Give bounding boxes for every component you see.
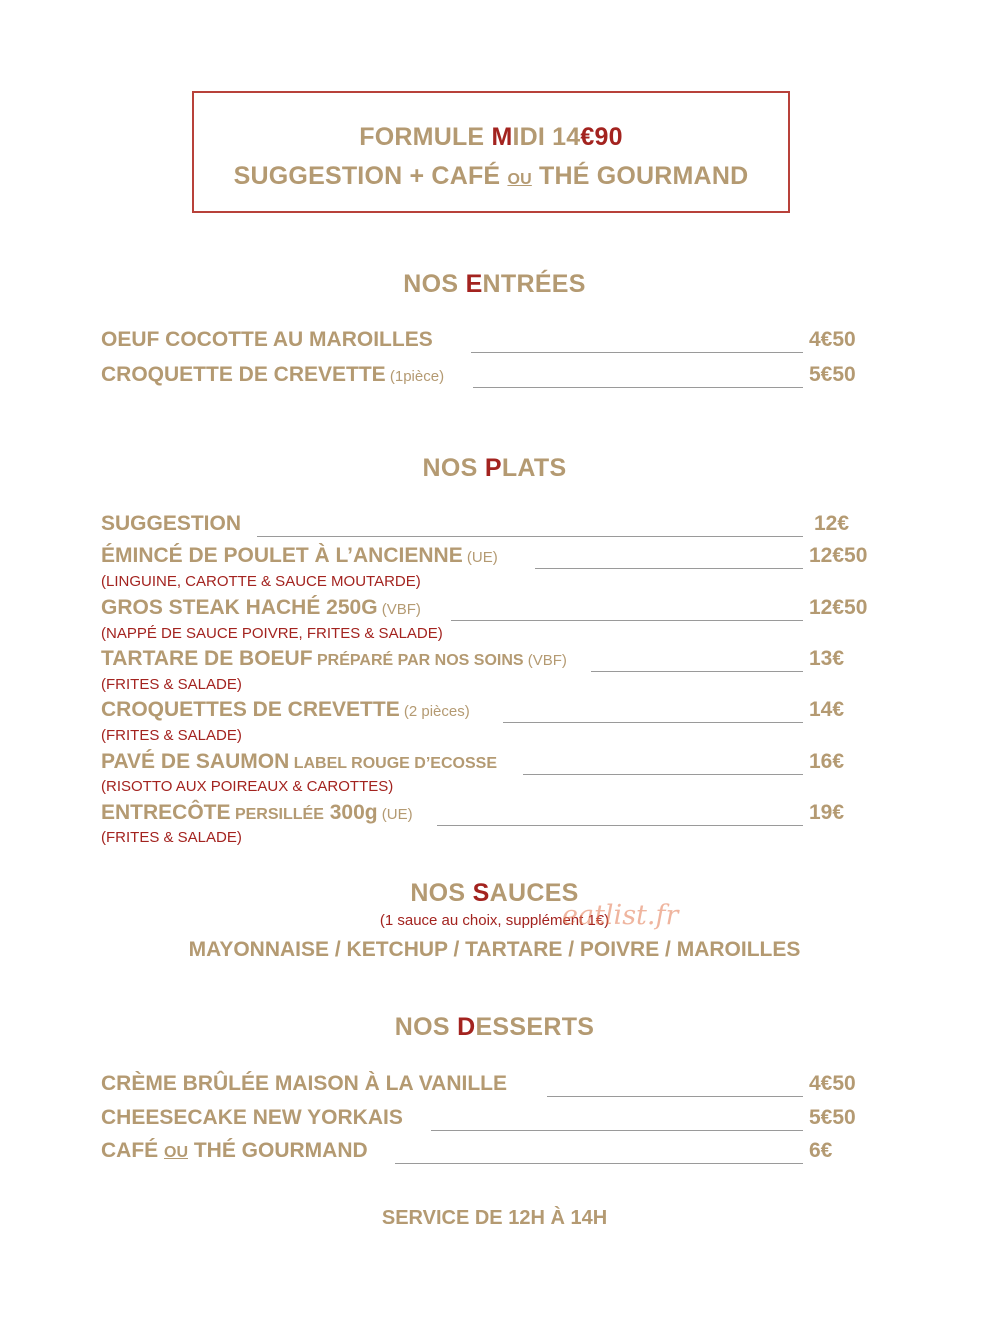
item-price: 6€ [809, 1139, 833, 1162]
item-description: (FRITES & SALADE) [101, 829, 242, 846]
item-price: 19€ [809, 801, 845, 824]
menu-item-croquettes: CROQUETTES DE CREVETTE (2 pièces) 14€ [101, 698, 845, 721]
service-hours: SERVICE DE 12H À 14H [381, 1207, 608, 1229]
sauce-list: MAYONNAISE / KETCHUP / TARTARE / POIVRE / MAROILLES [188, 938, 801, 961]
item-description: (FRITES & SALADE) [101, 727, 242, 744]
item-price: 12€50 [809, 544, 868, 567]
menu-item-pave-saumon: PAVÉ DE SAUMON LABEL ROUGE D’ECOSSE 16€ [101, 750, 845, 773]
sauce-note: (1 sauce au choix, supplément 1€) [379, 912, 610, 929]
menu-item-cheesecake: CHEESECAKE NEW YORKAIS 5€50 [101, 1106, 856, 1129]
formule-title: FORMULE MIDI 14€90 [359, 123, 623, 151]
item-description: (NAPPÉ DE SAUCE POIVRE, FRITES & SALADE) [101, 625, 443, 642]
item-price: 16€ [809, 750, 845, 773]
menu-item-croquette: CROQUETTE DE CREVETTE (1pièce) 5€50 [101, 363, 856, 386]
item-price: 5€50 [809, 1106, 856, 1129]
section-title-desserts: NOS DESSERTS [394, 1013, 595, 1041]
item-price: 14€ [809, 698, 845, 721]
section-title-plats: NOS PLATS [422, 454, 567, 482]
item-price: 13€ [809, 647, 845, 670]
menu-item-oeuf-cocotte: OEUF COCOTTE AU MAROILLES 4€50 [101, 328, 856, 351]
item-price: 4€50 [809, 328, 856, 351]
item-description: (RISOTTO AUX POIREAUX & CAROTTES) [101, 778, 394, 795]
menu-item-steak-hache: GROS STEAK HACHÉ 250G (VBF) 12€50 [101, 596, 868, 619]
item-description: (FRITES & SALADE) [101, 676, 242, 693]
watermark-logo: eatlist.fr [562, 900, 679, 931]
menu-item-emince-poulet: ÉMINCÉ DE POULET À L’ANCIENNE (UE) 12€50 [101, 544, 868, 567]
item-price: 12€ [814, 512, 850, 535]
item-price: 4€50 [809, 1072, 856, 1095]
item-price: 5€50 [809, 363, 856, 386]
section-title-sauces: NOS SAUCES [410, 879, 579, 907]
formule-box [192, 91, 790, 213]
menu-item-suggestion: SUGGESTION 12€ [101, 512, 850, 535]
item-price: 12€50 [809, 596, 868, 619]
menu-item-tartare: TARTARE DE BOEUF PRÉPARÉ PAR NOS SOINS (VBF) 13€ [101, 647, 845, 670]
menu-item-creme-brulee: CRÈME BRÛLÉE MAISON À LA VANILLE 4€50 [101, 1072, 856, 1095]
menu-item-cafe-gourmand: CAFÉ OU THÉ GOURMAND 6€ [101, 1139, 833, 1162]
menu-item-entrecote: ENTRECÔTE PERSILLÉE 300g (UE) 19€ [101, 801, 845, 824]
item-description: (LINGUINE, CAROTTE & SAUCE MOUTARDE) [101, 573, 421, 590]
formule-subtitle: SUGGESTION + CAFÉ OU THÉ GOURMAND [233, 162, 749, 190]
section-title-entrees: NOS ENTRÉES [403, 270, 586, 298]
